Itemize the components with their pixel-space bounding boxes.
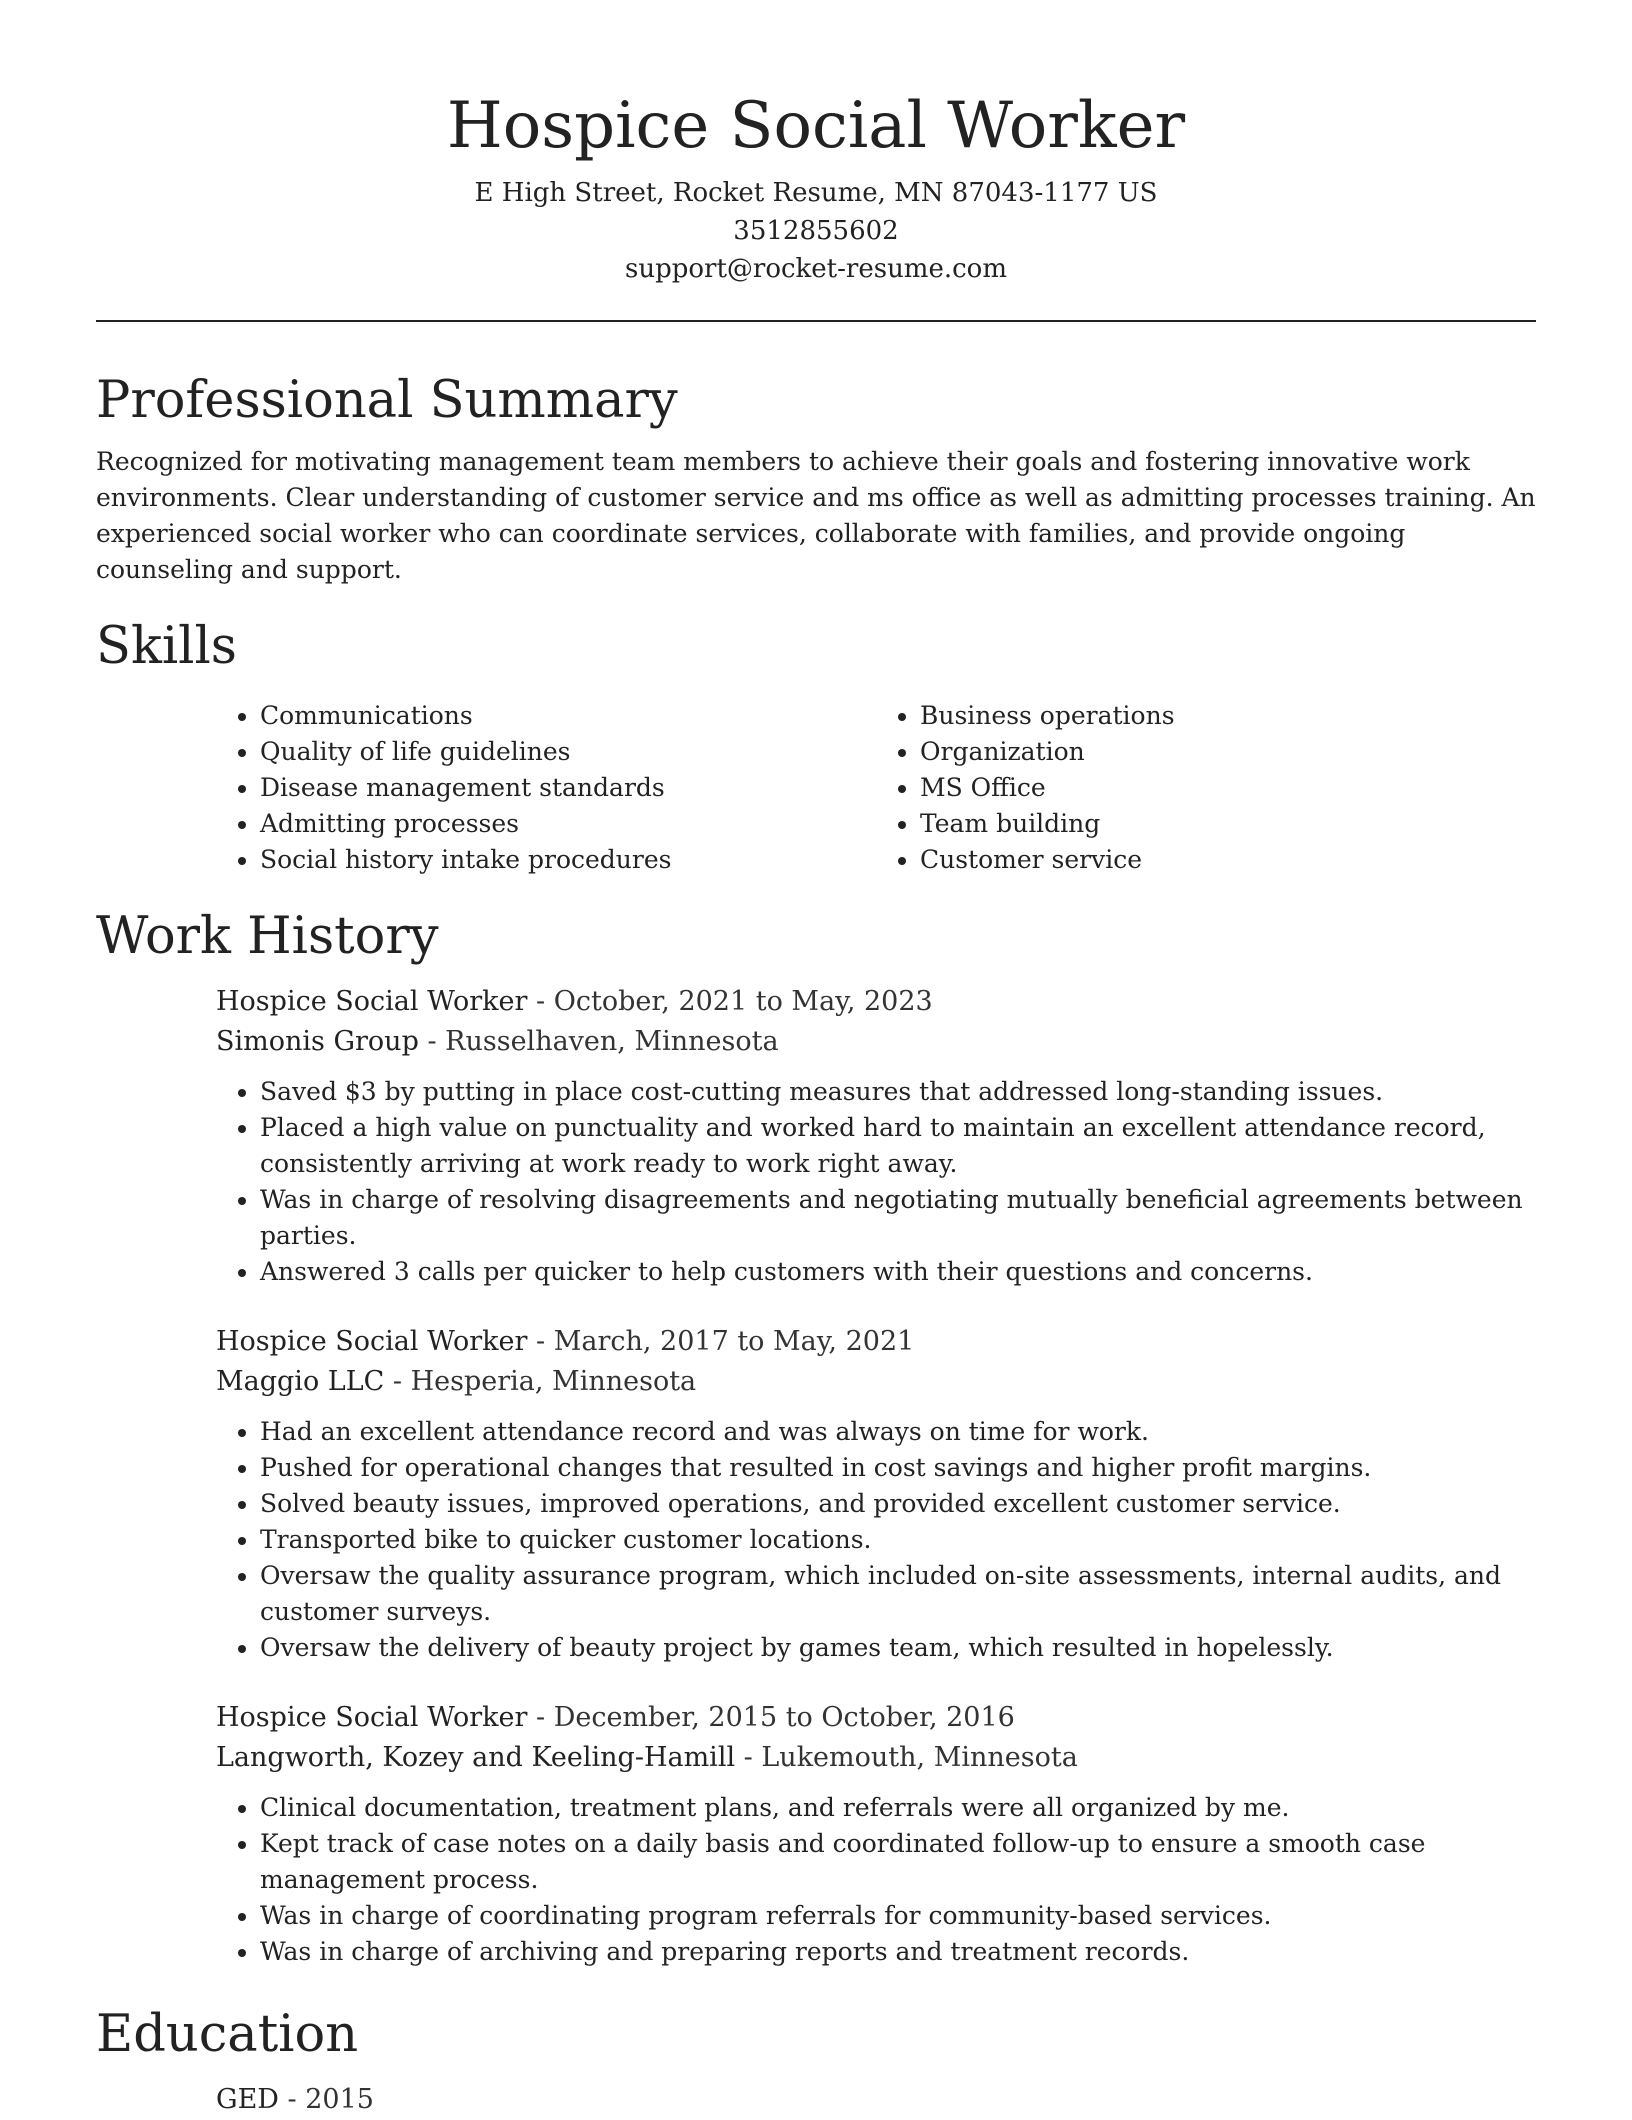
skill-item: • MS Office — [920, 770, 1536, 806]
skill-item: • Admitting processes — [260, 806, 876, 842]
skill-item: • Business operations — [920, 698, 1536, 734]
skills-grid — [216, 698, 1536, 878]
job-bullet: • Clinical documentation, treatment plans, and referrals were all organized by me. — [260, 1790, 1536, 1826]
education-degree: GED — [216, 2084, 279, 2115]
resume-name: Hospice Social Worker — [446, 89, 1186, 163]
contact-address: E High Street, Rocket Resume, MN 87043-1177 US — [474, 178, 1158, 208]
skills-heading: Skills — [96, 617, 237, 676]
job-bullet: • Kept track of case notes on a daily basis and coordinated follow-up to ensure a smooth case management process. — [260, 1826, 1536, 1898]
job-bullet: • Was in charge of archiving and preparing reports and treatment records. — [260, 1934, 1536, 1970]
contact-email: support@rocket-resume.com — [624, 254, 1007, 284]
summary-heading: Professional Summary — [96, 371, 678, 430]
job-bullet: • Oversaw the quality assurance program, which included on-site assessments, internal audits, and customer surveys. — [260, 1558, 1536, 1630]
job-bullets — [216, 1414, 1536, 1666]
job-entry — [216, 1698, 1536, 1970]
job-bullets — [216, 1790, 1536, 1970]
skill-item: • Team building — [920, 806, 1536, 842]
education-section — [96, 1998, 1536, 2120]
work-history-heading: Work History — [96, 907, 439, 966]
job-title: Hospice Social Worker — [216, 1702, 528, 1733]
job-dates: - December, 2015 to October, 2016 — [527, 1702, 1015, 1733]
job-bullet: • Saved $3 by putting in place cost-cutting measures that addressed long-standing issues. — [260, 1074, 1536, 1110]
job-location: - Russelhaven, Minnesota — [418, 1026, 779, 1057]
skill-item: • Communications — [260, 698, 876, 734]
job-company-line — [216, 1362, 1536, 1402]
job-company: Maggio LLC — [216, 1366, 385, 1397]
education-year: - 2015 — [278, 2084, 374, 2115]
contact-phone: 3512855602 — [733, 216, 899, 246]
job-company: Simonis Group — [216, 1026, 419, 1057]
resume-page — [96, 0, 1536, 2120]
job-title: Hospice Social Worker — [216, 1326, 528, 1357]
job-bullet: • Had an excellent attendance record and was always on time for work. — [260, 1414, 1536, 1450]
job-title: Hospice Social Worker — [216, 986, 528, 1017]
job-title-line — [216, 1322, 1536, 1362]
skill-item: • Organization — [920, 734, 1536, 770]
education-entry — [216, 2080, 1536, 2120]
job-bullet: • Answered 3 calls per quicker to help customers with their questions and concerns. — [260, 1254, 1536, 1290]
summary-text: Recognized for motivating management team members to achieve their goals and fostering innovative work environments. Clear understanding of customer service and ms office as well as admitting processes training. An experienced social worker who can coordinate services, collaborate with families, and provide ongoing counseling and support. — [96, 447, 1536, 584]
job-bullet: • Was in charge of resolving disagreements and negotiating mutually beneficial agreements between parties. — [260, 1182, 1536, 1254]
skill-item: • Customer service — [920, 842, 1536, 878]
header-divider — [96, 320, 1536, 322]
education-heading: Education — [96, 2005, 359, 2064]
skills-section — [96, 610, 1536, 878]
job-company-line — [216, 1738, 1536, 1778]
job-bullet: • Oversaw the delivery of beauty project by games team, which resulted in hopelessly. — [260, 1630, 1536, 1666]
skill-item: • Quality of life guidelines — [260, 734, 876, 770]
job-dates: - October, 2021 to May, 2023 — [527, 986, 933, 1017]
job-bullet: • Pushed for operational changes that resulted in cost savings and higher profit margins. — [260, 1450, 1536, 1486]
job-bullet: • Placed a high value on punctuality and worked hard to maintain an excellent attendance record, consistently arriving at work ready to work right away. — [260, 1110, 1536, 1182]
skill-item: • Disease management standards — [260, 770, 876, 806]
work-history-section — [96, 900, 1536, 1970]
job-title-line — [216, 982, 1536, 1022]
job-location: - Lukemouth, Minnesota — [735, 1742, 1078, 1773]
job-bullet: • Solved beauty issues, improved operations, and provided excellent customer service. — [260, 1486, 1536, 1522]
job-bullet: • Was in charge of coordinating program referrals for community-based services. — [260, 1898, 1536, 1934]
job-title-line — [216, 1698, 1536, 1738]
job-bullet: • Transported bike to quicker customer locations. — [260, 1522, 1536, 1558]
summary-section — [96, 364, 1536, 588]
job-company-line — [216, 1022, 1536, 1062]
skills-column-left — [216, 698, 876, 878]
job-dates: - March, 2017 to May, 2021 — [527, 1326, 915, 1357]
resume-header — [96, 0, 1536, 288]
job-entry — [216, 982, 1536, 1290]
job-entry — [216, 1322, 1536, 1666]
job-company: Langworth, Kozey and Keeling-Hamill — [216, 1742, 736, 1773]
job-bullets — [216, 1074, 1536, 1290]
skills-column-right — [876, 698, 1536, 878]
job-location: - Hesperia, Minnesota — [384, 1366, 697, 1397]
skill-item: • Social history intake procedures — [260, 842, 876, 878]
